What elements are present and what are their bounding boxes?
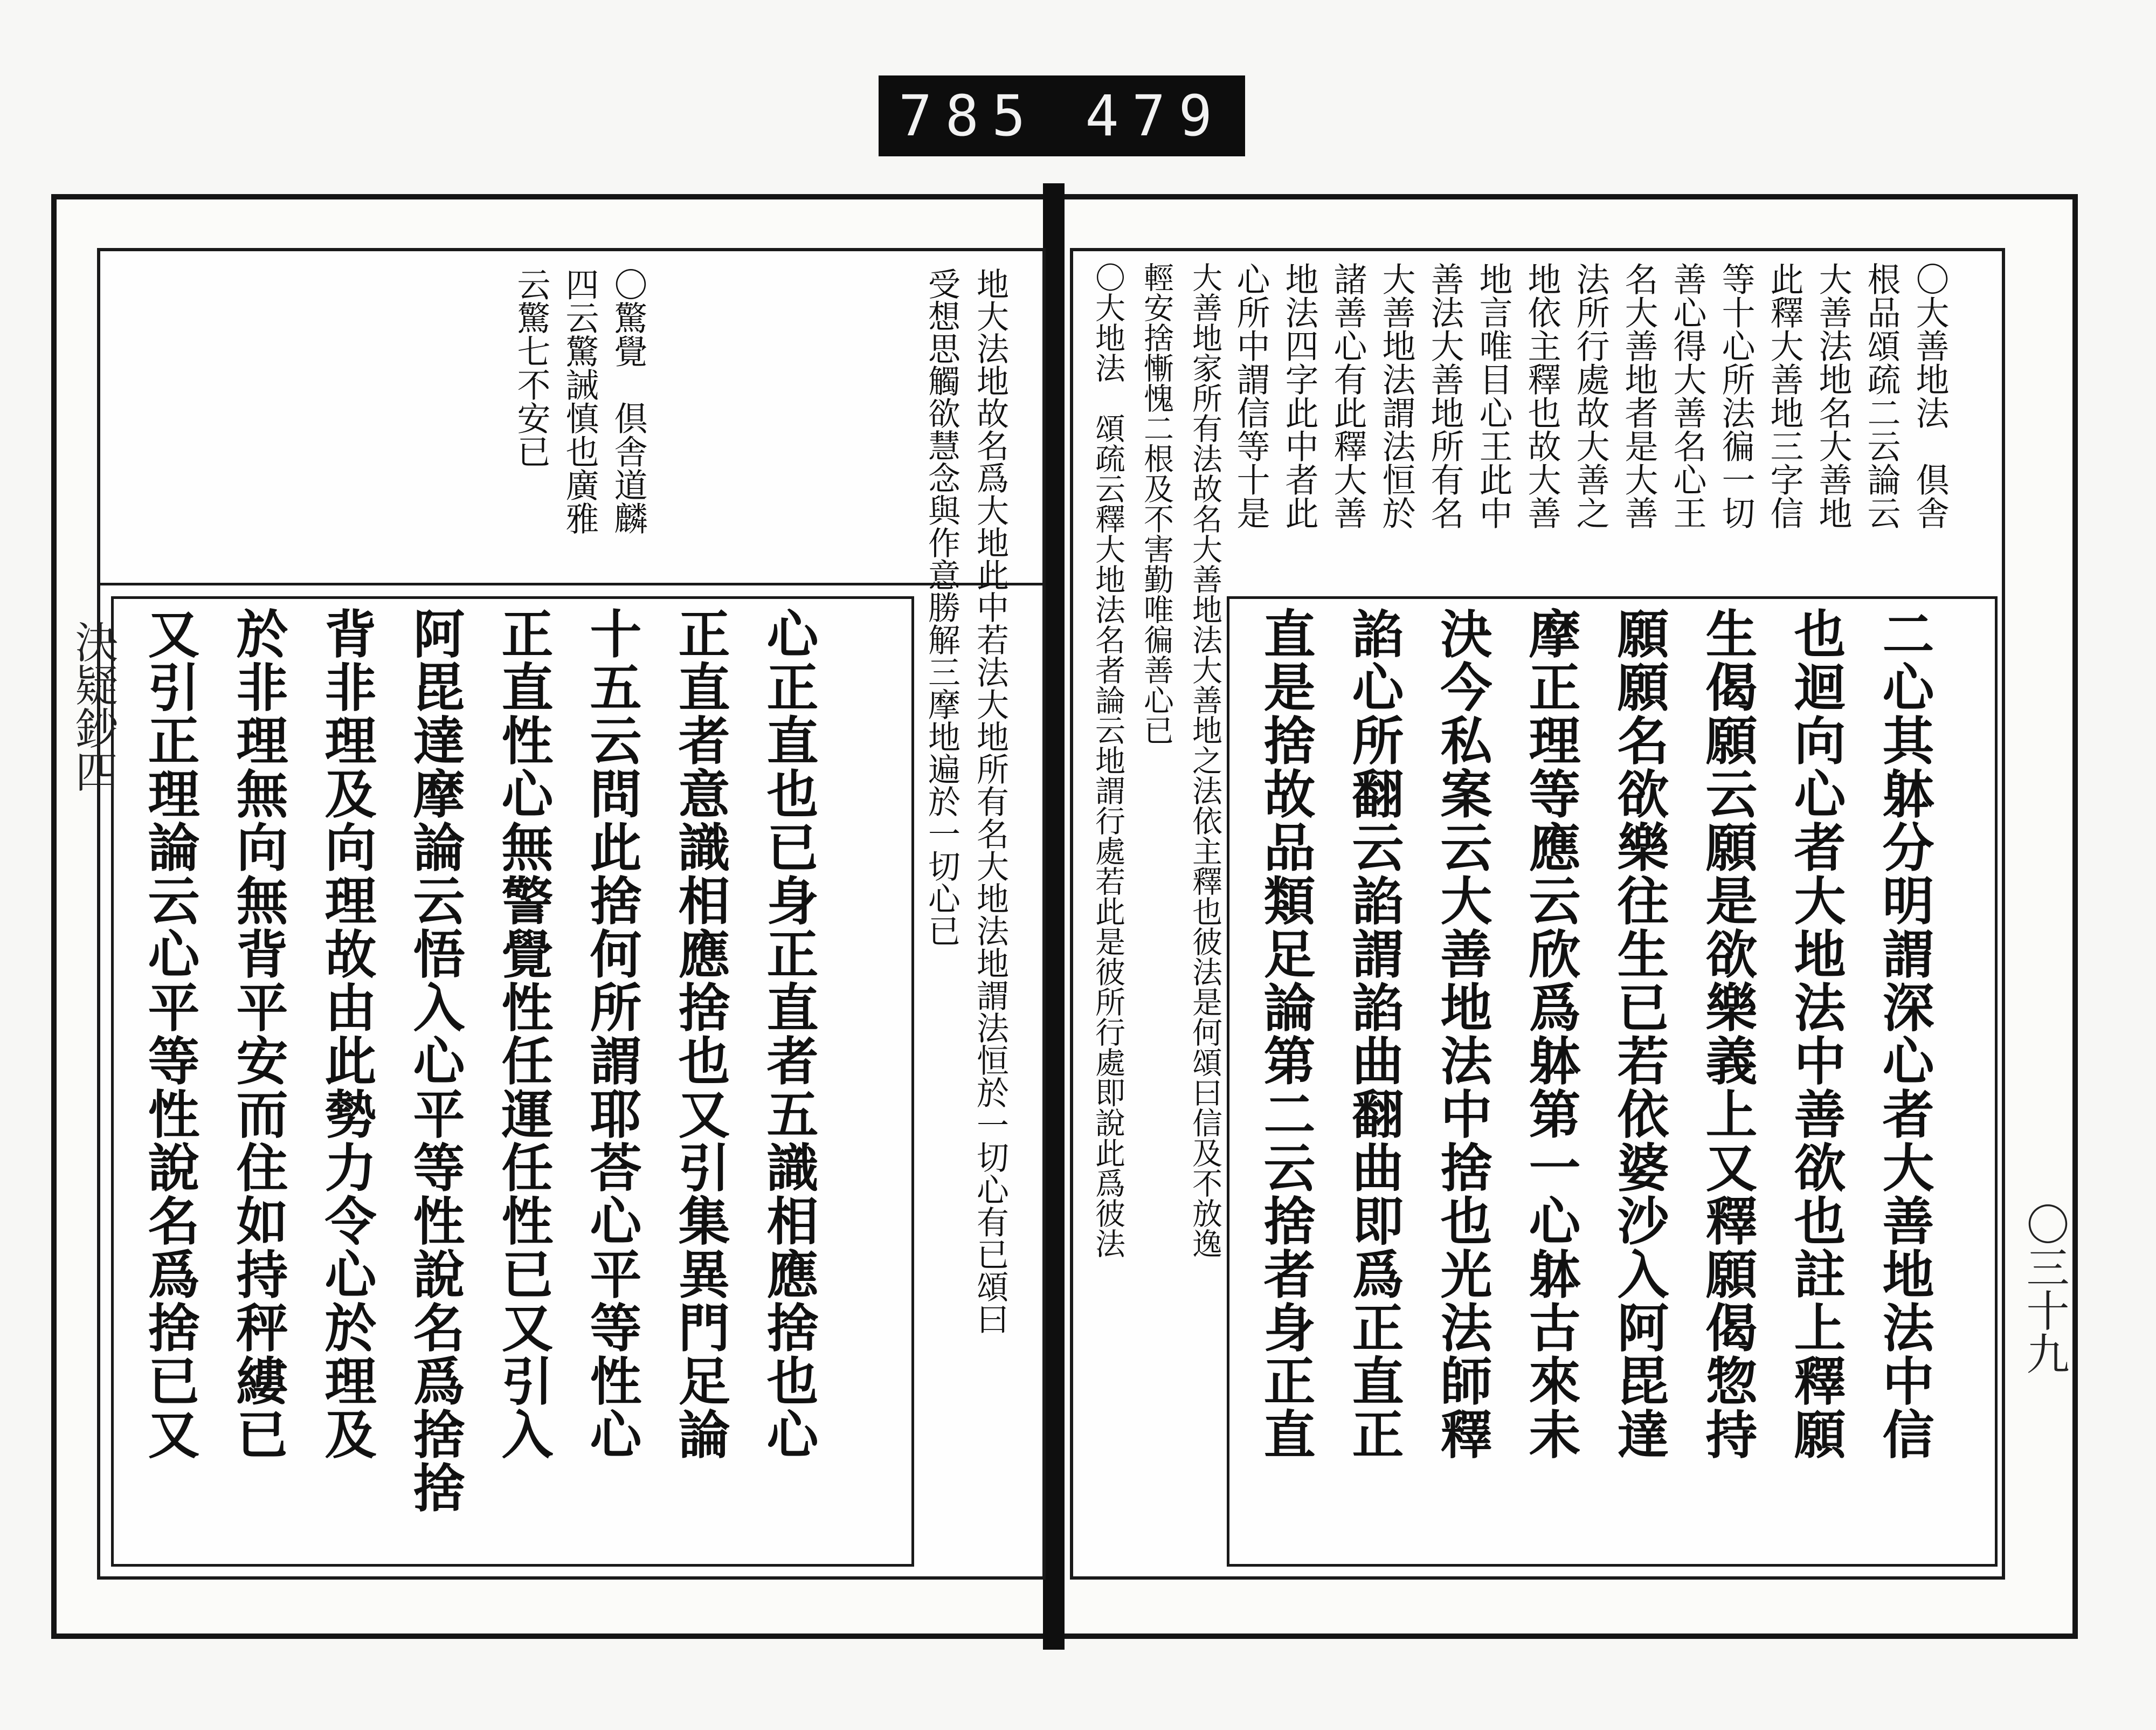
- right-upper-col-10: 地言唯目心王此中: [1474, 262, 1513, 529]
- right-upper-col-11: 善法大善地所有名: [1425, 262, 1464, 529]
- left-margin-title: 決疑鈔四: [68, 620, 118, 792]
- right-upper-col-4: 此釋大善地三字信: [1765, 262, 1804, 529]
- right-main-col-4: 願願名欲樂往生已若依婆沙入阿毘達: [1609, 607, 1670, 1461]
- right-upper-col-9: 地依主釋也故大善: [1522, 262, 1561, 529]
- archive-number-label: 785 479: [879, 75, 1245, 156]
- right-main-columns: [1238, 607, 1941, 1577]
- left-main-col-8: 又引正理論云心平等性說名爲捨已又: [140, 607, 201, 1461]
- right-upper-col-15: 心所中謂信等十是: [1231, 262, 1270, 529]
- left-note-col-1: 地大法地故名爲大地此中若法大地所有名大地法地謂法恒於一切心有已頌曰: [971, 267, 1009, 1335]
- right-upper-col-2: 根品頌疏二云論云: [1862, 262, 1901, 529]
- left-upper-col-1: 〇驚覺 倶舎道麟: [609, 267, 648, 535]
- right-upper-col-1: 〇大善地法 倶舎: [1910, 262, 1950, 529]
- left-main-col-2: 正直者意識相應捨也又引集異門足論: [670, 607, 731, 1461]
- left-main-col-4: 正直性心無警覺性任運任性已又引入: [493, 607, 554, 1461]
- right-main-col-1: 二心其躰分明謂深心者大善地法中信: [1874, 607, 1935, 1461]
- left-main-col-6: 背非理及向理故由此勢力令心於理及: [316, 607, 377, 1461]
- left-main-col-1: 心正直也已身正直者五識相應捨也心: [758, 607, 819, 1461]
- right-main-col-3: 生偈願云願是欲樂義上又釋願偈惣持: [1697, 607, 1758, 1461]
- left-upper-col-3: 云驚七不安已: [512, 267, 551, 468]
- right-page: [1070, 248, 2005, 1580]
- left-main-col-5: 阿毘達摩論云悟入心平等性說名爲捨捨: [405, 607, 466, 1514]
- right-upper-col-14: 地法四字此中者此: [1280, 262, 1319, 529]
- right-upper-col-18: 〇大地法 頌疏云釋大地法名者論云地謂行處若此是彼所行處即說此爲彼法: [1090, 262, 1125, 1258]
- right-upper-col-3: 大善法地名大善地: [1813, 262, 1853, 529]
- right-upper-col-7: 名大善地者是大善: [1619, 262, 1659, 529]
- left-main-col-3: 十五云問此捨何所謂耶荅心平等性心: [582, 607, 642, 1461]
- right-main-col-5: 摩正理等應云欣爲躰第一心躰古來未: [1521, 607, 1581, 1461]
- right-upper-col-13: 諸善心有此釋大善: [1328, 262, 1367, 529]
- left-note-col-2: 受想思觸欲慧念與作意勝解三摩地遍於一切心已: [923, 267, 960, 947]
- left-upper-columns: [510, 267, 652, 569]
- right-upper-col-6: 善心得大善名心王: [1668, 262, 1707, 529]
- right-upper-col-8: 法所行處故大善之: [1571, 262, 1610, 529]
- left-main-col-7: 於非理無向無背平安而住如持秤縷已: [228, 607, 289, 1461]
- right-main-col-7: 諂心所翻云諂謂諂曲翻曲即爲正直正: [1344, 607, 1405, 1461]
- right-upper-col-17: 輕安捨慚愧二根及不害勤唯徧善心已: [1139, 262, 1174, 745]
- left-note-columns: [920, 267, 1013, 1550]
- right-upper-col-16: 大善地家所有法故名大善地法大善地之法依主釋也彼法是何頌曰信及不放逸: [1187, 262, 1222, 1258]
- right-upper-col-12: 大善地法謂法恒於: [1377, 262, 1416, 529]
- right-upper-col-5: 等十心所法徧一切: [1716, 262, 1756, 529]
- right-main-col-6: 決今私案云大善地法中捨也光法師釋: [1432, 607, 1493, 1461]
- right-main-col-8: 直是捨故品類足論第二云捨者身正直: [1255, 607, 1316, 1461]
- book-spine: [1043, 183, 1065, 1650]
- right-main-col-2: 也迴向心者大地法中善欲也註上釋願: [1786, 607, 1847, 1461]
- right-margin-page-number: 〇三十九: [2019, 1202, 2069, 1375]
- left-main-columns: [122, 607, 826, 1577]
- left-page: [97, 248, 1046, 1580]
- left-upper-col-2: 四云驚誡慎也廣雅: [560, 267, 599, 535]
